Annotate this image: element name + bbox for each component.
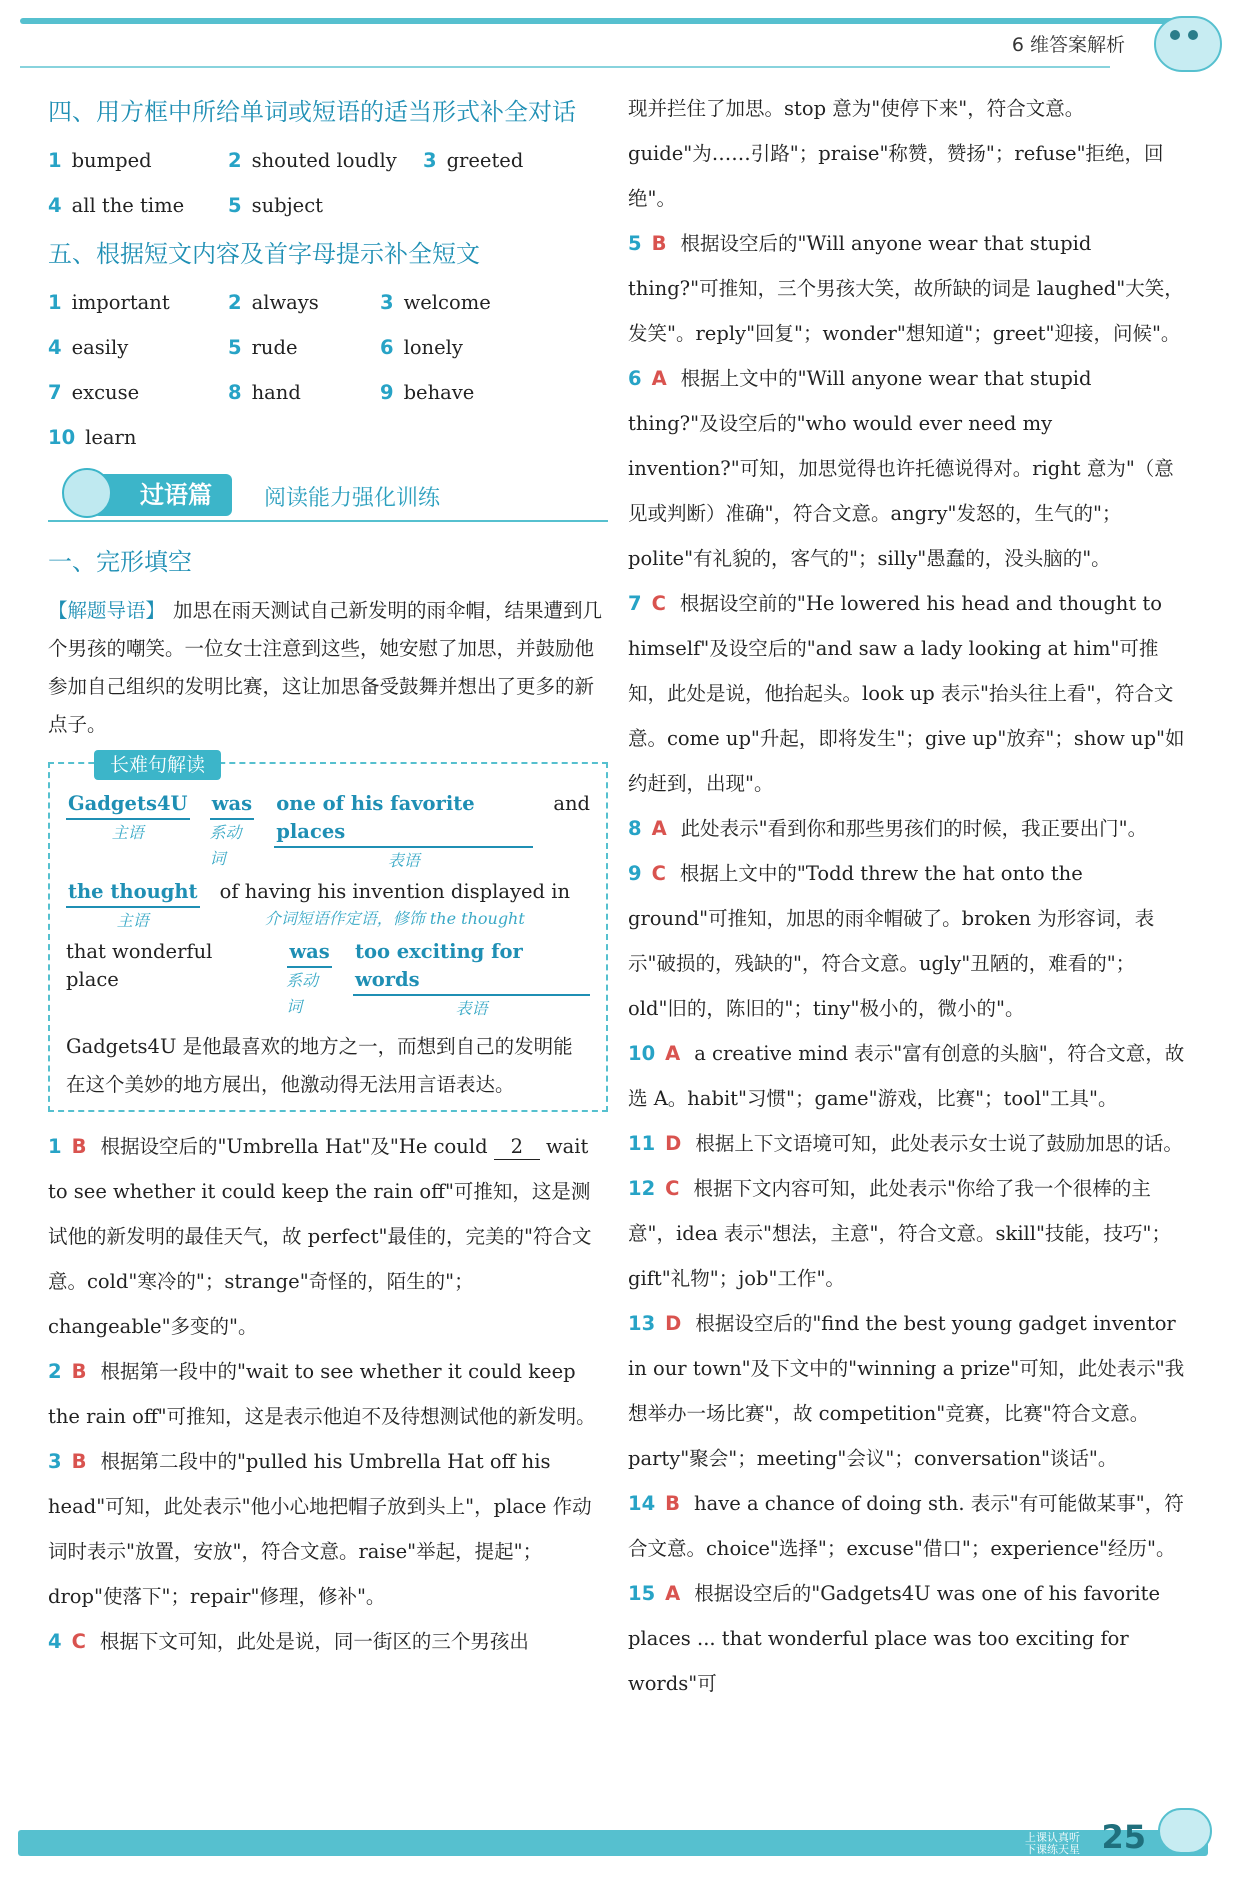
sentence-chunk: [66, 790, 190, 846]
answer-row: [48, 415, 608, 460]
item-letter: C: [651, 592, 666, 615]
item-letter: B: [71, 1135, 87, 1158]
item-number: 10: [628, 1042, 656, 1065]
answer-text: welcome: [403, 291, 491, 314]
answer-text: easily: [71, 336, 129, 359]
blank-number: 2: [494, 1135, 540, 1160]
item-text: 根据设空后的"Gadgets4U was one of his favorite places ... that wonderful place was too exciting for words"可: [628, 1582, 1161, 1695]
footer-mascot-icon: [1158, 1808, 1212, 1854]
item-number: 3: [48, 1450, 62, 1473]
long-sentence-box: [48, 754, 608, 1112]
item-letter: A: [665, 1582, 681, 1605]
answer-item: [48, 138, 228, 183]
sentence-chunk: [286, 938, 333, 1020]
item-letter: C: [665, 1177, 680, 1200]
answer-text: lonely: [403, 336, 463, 359]
section-4-answers: [48, 138, 608, 228]
item-letter: D: [665, 1132, 682, 1155]
answer-explanation: [48, 1439, 608, 1619]
answer-text: shouted loudly: [251, 149, 397, 172]
intro-hint: 【解题导语】: [48, 599, 166, 622]
sentence-part: the thought: [66, 878, 200, 908]
left-column: [48, 86, 608, 1664]
sentence-part: was: [287, 938, 331, 968]
cloze-title: 一、完形填空: [48, 548, 192, 576]
sentence-part: was: [210, 790, 254, 820]
item-number: 8: [628, 817, 642, 840]
sentence-chunk: [66, 878, 200, 934]
item-number: 12: [628, 1177, 656, 1200]
item-text: 根据设空后的"find the best young gadget inventor in our town"及下文中的"winning a prize"可知，此处表示"我想举办一场比赛"，故 competition"竞赛，比赛"符合文意。party"聚会"；meeting"会议"；conversation"谈话"。: [628, 1312, 1185, 1470]
answer-item: [48, 183, 228, 228]
item-letter: B: [71, 1450, 87, 1473]
answer-number: 7: [48, 381, 62, 404]
item-4-continued: 现并拦住了加思。stop 意为"使停下来"，符合文意。guide"为……引路"；praise"称赞，赞扬"；refuse"拒绝，回绝"。: [628, 97, 1164, 210]
answer-explanation: [48, 1619, 608, 1664]
item-number: 15: [628, 1582, 656, 1605]
item-text: 根据下文可知，此处是说，同一街区的三个男孩出: [99, 1630, 529, 1653]
reading-banner: [48, 466, 608, 528]
grammar-role: 主语: [111, 823, 144, 842]
answer-text: excuse: [71, 381, 140, 404]
item-number: 1: [48, 1135, 62, 1158]
item-number: 11: [628, 1132, 656, 1155]
sentence-text: of having his invention displayed in: [219, 880, 570, 903]
answer-number: 6: [380, 336, 394, 359]
item-number: 9: [628, 862, 642, 885]
item-number: 14: [628, 1492, 656, 1515]
answer-explanation: [48, 1124, 608, 1349]
item-text: a creative mind 表示"富有创意的头脑"，符合文意，故选 A。habit"习惯"；game"游戏，比赛"；tool"工具"。: [628, 1042, 1185, 1110]
sentence-line-1: [66, 790, 590, 874]
answer-item: [48, 415, 228, 460]
answer-number: 8: [228, 381, 242, 404]
banner-divider: [48, 520, 608, 522]
item-text-pre: 根据设空后的"Umbrella Hat"及"He could: [100, 1135, 494, 1158]
answer-text: learn: [85, 426, 137, 449]
answer-item: [380, 370, 580, 415]
answer-row: [48, 183, 608, 228]
answer-item: [48, 325, 228, 370]
answer-number: 2: [228, 291, 242, 314]
answer-item: [48, 370, 228, 415]
item-number: 6: [628, 367, 642, 390]
answer-explanation: [628, 1121, 1188, 1166]
answer-explanation: [628, 1166, 1188, 1301]
answer-number: 10: [48, 426, 76, 449]
item-text: have a chance of doing sth. 表示"有可能做某事"，符合文意。choice"选择"；excuse"借口"；experience"经历"。: [628, 1492, 1184, 1560]
answer-row: [48, 280, 608, 325]
page-number: 25: [1101, 1818, 1146, 1856]
sentence-line-2: [66, 878, 590, 934]
grammar-role: 系动词: [286, 971, 319, 1016]
right-column: [628, 86, 1188, 1706]
answer-number: 1: [48, 149, 62, 172]
sentence-part: one of his favorite places: [274, 790, 533, 848]
answer-text: bumped: [71, 149, 152, 172]
answer-row: [48, 138, 608, 183]
answer-number: 3: [423, 149, 437, 172]
answer-number: 2: [228, 149, 242, 172]
section-5-answers: [48, 280, 608, 460]
item-letter: C: [71, 1630, 86, 1653]
item-letter: B: [71, 1360, 87, 1383]
item-letter: B: [651, 232, 667, 255]
item-number: 7: [628, 592, 642, 615]
section-5-title: 五、根据短文内容及首字母提示补全短文: [48, 240, 480, 268]
item-text: 根据设空前的"He lowered his head and thought to himself"及设空后的"and saw a lady looking at him"可推知，此处是说，他抬起头。look up 表示"抬头往上看"，符合文意。come up"升起，即将发生"；give up"放弃"；show up"如约赶到，出现"。: [628, 592, 1185, 795]
answer-item: [228, 138, 423, 183]
answer-item: [228, 280, 380, 325]
sentence-chunk: [274, 790, 533, 874]
sentence-chunk: [353, 938, 590, 1022]
item-text: 根据第二段中的"pulled his Umbrella Hat off his head"可知，此处表示"他小心地把帽子放到头上"，place 作动词时表示"放置，安放"，符合文意。raise"举起，提起"；drop"使落下"；repair"修理，修补"。: [48, 1450, 592, 1608]
answer-explanation: [48, 1349, 608, 1439]
banner-subtitle: 阅读能力强化训练: [264, 486, 441, 511]
answer-item: [48, 280, 228, 325]
answer-item: [423, 138, 583, 183]
item-text: 根据下文内容可知，此处表示"你给了我一个很棒的主意"，idea 表示"想法，主意"，符合文意。skill"技能，技巧"；gift"礼物"；job"工作"。: [628, 1177, 1171, 1290]
answer-number: 1: [48, 291, 62, 314]
sentence-chunk: [220, 878, 570, 932]
grammar-role: 主语: [116, 911, 149, 930]
item-text: 根据上文中的"Todd threw the hat onto the ground"可推知，加思的雨伞帽破了。broken 为形容词，表示"破损的，残缺的"，符合文意。ugly"丑陋的，难看的"；old"旧的，陈旧的"；tiny"极小的，微小的"。: [628, 862, 1155, 1020]
answer-explanation: [628, 356, 1188, 581]
mascot-icon: [1154, 16, 1222, 72]
item-number: 2: [48, 1360, 62, 1383]
item-letter: A: [651, 367, 667, 390]
answer-explanation: [628, 1031, 1188, 1121]
answer-number: 4: [48, 336, 62, 359]
answer-explanation: [628, 221, 1188, 356]
answer-explanation: [628, 851, 1188, 1031]
answer-number: 4: [48, 194, 62, 217]
item-letter: C: [651, 862, 666, 885]
answer-item: [228, 183, 423, 228]
banner-tag: 过语篇: [78, 474, 232, 516]
item-number: 13: [628, 1312, 656, 1335]
grammar-role: 表语: [455, 999, 488, 1018]
answer-text: always: [251, 291, 319, 314]
item-letter: D: [665, 1312, 682, 1335]
answer-text: all the time: [71, 194, 185, 217]
item-number: 5: [628, 232, 642, 255]
answer-row: [48, 370, 608, 415]
sentence-translation: Gadgets4U 是他最喜欢的地方之一，而想到自己的发明能在这个美妙的地方展出，他激动得无法用言语表达。: [66, 1035, 573, 1096]
item-text-post: wait to see whether it could keep the rain off"可推知，这是测试他的新发明的最佳天气，故 perfect"最佳的，完美的"符合文意。cold"寒冷的"；strange"奇怪的，陌生的"；changeable"多变的"。: [48, 1135, 592, 1338]
answer-explanation: [628, 806, 1188, 851]
answer-item: [228, 325, 380, 370]
grammar-role: 介词短语作定语，修饰 the thought: [264, 909, 525, 928]
grammar-role: 系动词: [209, 823, 242, 868]
sentence-part: too exciting for words: [353, 938, 590, 996]
sentence-part: Gadgets4U: [66, 790, 190, 820]
footer-slogan-line-1: 上课认真听: [1025, 1831, 1080, 1844]
running-header: 6 维答案解析: [1011, 34, 1125, 56]
item-text: 根据设空后的"Will anyone wear that stupid thing?"可推知，三个男孩大笑，故所缺的词是 laughed"大笑，发笑"。reply"回复"；wonder"想知道"；greet"迎接，问候"。: [628, 232, 1184, 345]
answer-row: [48, 325, 608, 370]
grammar-role: 表语: [387, 851, 420, 870]
answer-explanation: [628, 1301, 1188, 1481]
box-tag: 长难句解读: [94, 750, 221, 780]
answer-text: rude: [251, 336, 298, 359]
section-4-title: 四、用方框中所给单词或短语的适当形式补全对话: [48, 98, 576, 126]
item-text: 根据上下文语境可知，此处表示女士说了鼓励加思的话。: [695, 1132, 1183, 1155]
footer-slogan-line-2: 下课练天星: [1025, 1843, 1080, 1856]
answer-explanation: [628, 1481, 1188, 1571]
answer-explanation: [628, 581, 1188, 806]
sentence-chunk: [553, 790, 590, 818]
item-letter: A: [665, 1042, 681, 1065]
intro-text: 加思在雨天测试自己新发明的雨伞帽，结果遭到几个男孩的嘲笑。一位女士注意到这些，她安慰了加思，并鼓励他参加自己组织的发明比赛，这让加思备受鼓舞并想出了更多的新点子。: [48, 599, 603, 736]
left-answer-list: [48, 1124, 608, 1664]
sentence-chunk: [210, 790, 255, 872]
answer-text: hand: [251, 381, 301, 404]
banner-mascot-icon: [62, 468, 112, 518]
answer-text: behave: [403, 381, 475, 404]
answer-number: 3: [380, 291, 394, 314]
answer-number: 5: [228, 194, 242, 217]
answer-explanation: [628, 1571, 1188, 1706]
item-number: 4: [48, 1630, 62, 1653]
answer-item: [380, 325, 580, 370]
top-accent-bar: [20, 18, 1200, 24]
intro-paragraph: [48, 592, 608, 744]
answer-item: [228, 370, 380, 415]
top-rule: [20, 66, 1110, 68]
item-letter: B: [665, 1492, 681, 1515]
item-text: 根据上文中的"Will anyone wear that stupid thing?"及设空后的"who would ever need my invention?"可知，加思觉得也许托德说得对。right 意为"（意见或判断）准确"，符合文意。angry"发怒的，生气的"；polite"有礼貌的，客气的"；silly"愚蠢的，没头脑的"。: [628, 367, 1174, 570]
answer-number: 9: [380, 381, 394, 404]
item-text: 根据第一段中的"wait to see whether it could keep the rain off"可推知，这是表示他迫不及待想测试他的新发明。: [48, 1360, 596, 1428]
answer-item: [380, 280, 580, 325]
item-letter: A: [651, 817, 667, 840]
answer-text: subject: [251, 194, 323, 217]
right-answer-list: [628, 221, 1188, 1706]
sentence-line-3: [66, 938, 590, 1022]
footer-slogan: [1025, 1832, 1080, 1856]
sentence-chunk: [66, 938, 266, 994]
sentence-text: that wonderful place: [66, 940, 213, 991]
sentence-text: and: [553, 792, 590, 815]
answer-text: greeted: [446, 149, 524, 172]
item-text: 此处表示"看到你和那些男孩们的时候，我正要出门"。: [680, 817, 1148, 840]
answer-number: 5: [228, 336, 242, 359]
answer-text: important: [71, 291, 170, 314]
